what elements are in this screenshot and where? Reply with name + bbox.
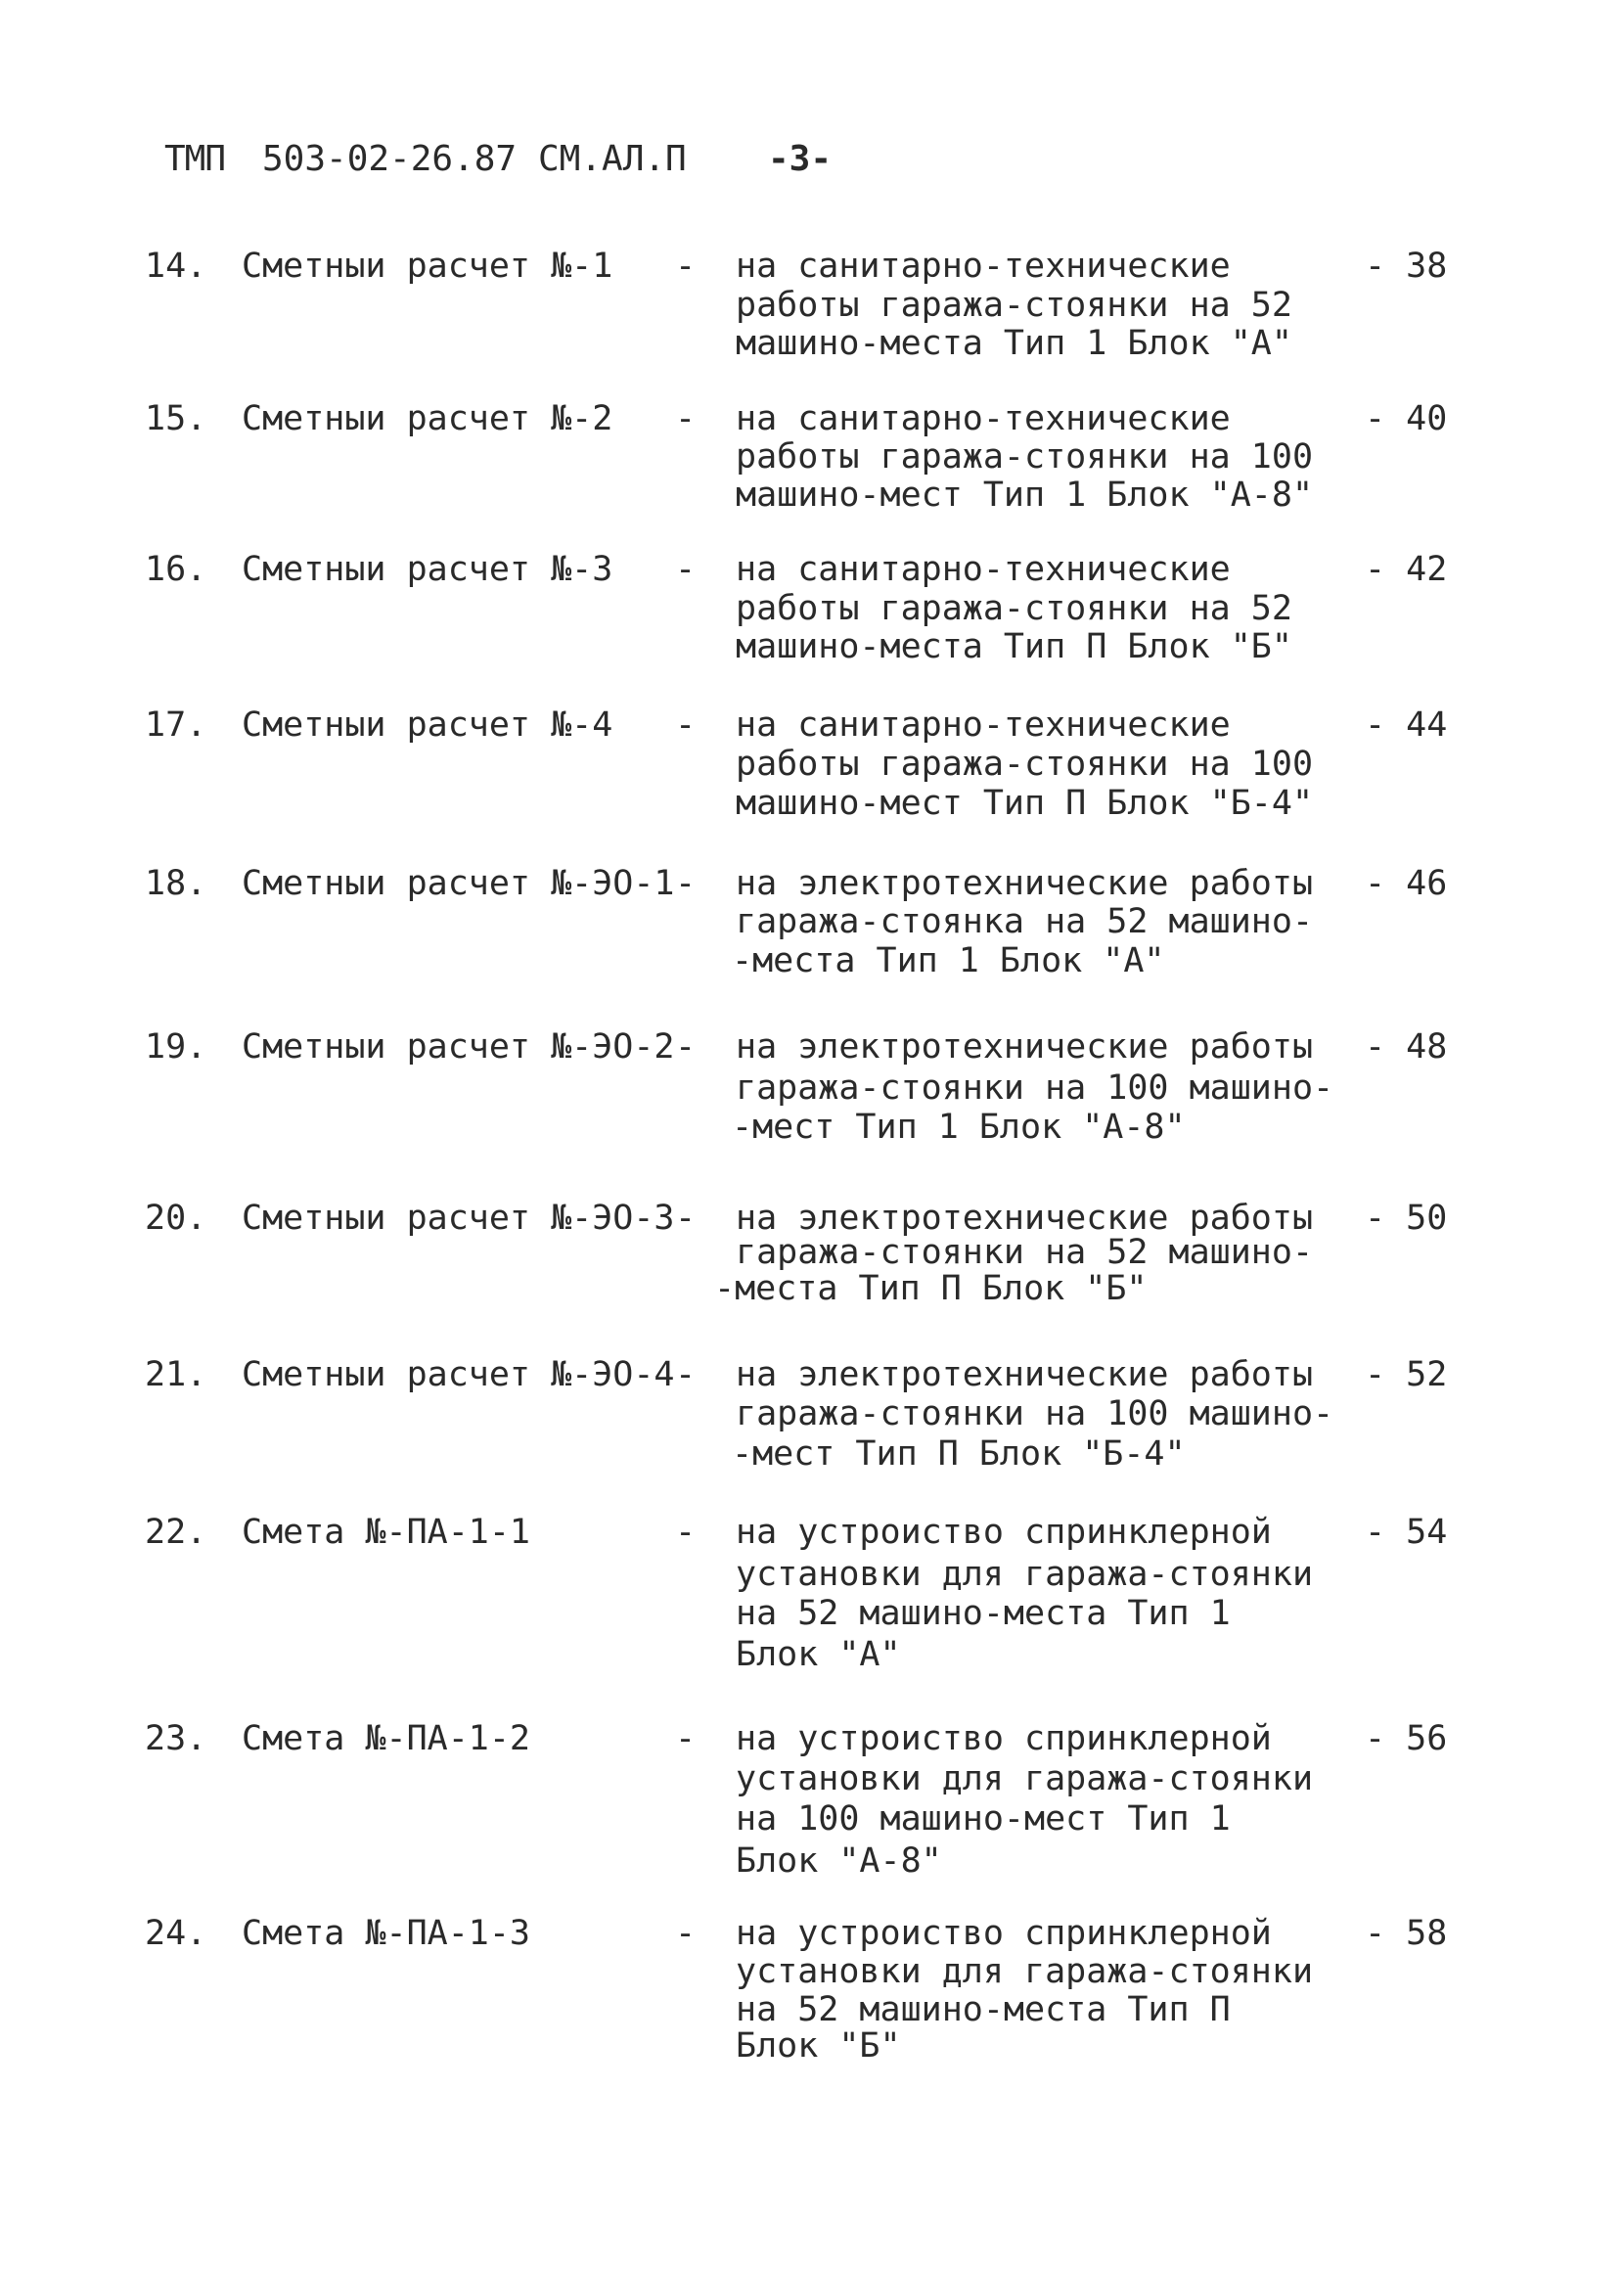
entry-dash: - bbox=[675, 1355, 697, 1394]
entry-page-number: - 40 bbox=[1365, 399, 1448, 438]
entry-title: Смета №-ПА-1-2 bbox=[242, 1719, 531, 1758]
entry-description-line: машино-места Тип 1 Блок "А" bbox=[736, 324, 1292, 363]
entry-dash: - bbox=[675, 705, 697, 745]
entry-description-line: Блок "Б" bbox=[736, 2026, 901, 2066]
entry-description-line: на санитарно-технические bbox=[736, 550, 1231, 589]
entry-page-number: - 58 bbox=[1365, 1914, 1448, 1953]
entry-description-line: на санитарно-технические bbox=[736, 399, 1231, 438]
entry-number: 18. bbox=[145, 864, 207, 903]
entry-title: Смета №-ПА-1-3 bbox=[242, 1914, 531, 1953]
entry-description-line: на 52 машино-места Тип П bbox=[736, 1990, 1231, 2029]
entry-dash: - bbox=[675, 1914, 697, 1953]
entry-description-line: установки для гаража-стоянки bbox=[736, 1759, 1314, 1798]
entry-page-number: - 48 bbox=[1365, 1027, 1448, 1067]
entry-description-line: Блок "А-8" bbox=[736, 1841, 942, 1881]
entry-description-line: гаража-стоянки на 100 машино- bbox=[736, 1394, 1334, 1433]
entry-dash: - bbox=[675, 1719, 697, 1758]
entry-number: 17. bbox=[145, 705, 207, 745]
entry-number: 23. bbox=[145, 1719, 207, 1758]
entry-title: Сметныи расчет №-ЭО-3 bbox=[242, 1199, 675, 1238]
entry-title: Сметныи расчет №-ЭО-2 bbox=[242, 1027, 675, 1067]
entry-description-line: работы гаража-стоянки на 52 bbox=[736, 286, 1292, 325]
page-header bbox=[164, 135, 1045, 184]
entry-description-line: на устроиство спринклерной bbox=[736, 1719, 1272, 1758]
entry-dash: - bbox=[675, 1513, 697, 1552]
entry-description-line: на электротехнические работы bbox=[736, 1027, 1314, 1067]
entry-description-line: установки для гаража-стоянки bbox=[736, 1952, 1314, 1991]
entry-description-line: гаража-стоянки на 52 машино- bbox=[736, 1233, 1314, 1272]
entry-title: Сметныи расчет №-4 bbox=[242, 705, 613, 745]
entry-dash: - bbox=[675, 247, 697, 286]
entry-description-line: на 52 машино-места Тип 1 bbox=[736, 1594, 1231, 1633]
entry-description-line: на устроиство спринклерной bbox=[736, 1513, 1272, 1552]
entry-number: 24. bbox=[145, 1914, 207, 1953]
entry-dash: - bbox=[675, 550, 697, 589]
entry-description-line: установки для гаража-стоянки bbox=[736, 1555, 1314, 1594]
entry-page-number: - 38 bbox=[1365, 247, 1448, 286]
entry-page-number: - 56 bbox=[1365, 1719, 1448, 1758]
entry-description-line: машино-мест Тип П Блок "Б-4" bbox=[736, 784, 1314, 823]
entry-description-line: на 100 машино-мест Тип 1 bbox=[736, 1799, 1231, 1839]
entry-dash: - bbox=[675, 1027, 697, 1067]
entry-dash: - bbox=[675, 864, 697, 903]
entry-title: Сметныи расчет №-2 bbox=[242, 399, 613, 438]
entry-number: 15. bbox=[145, 399, 207, 438]
entry-page-number: - 42 bbox=[1365, 550, 1448, 589]
entry-number: 14. bbox=[145, 247, 207, 286]
header-page-number: -3- bbox=[768, 139, 833, 179]
entry-title: Сметныи расчет №-3 bbox=[242, 550, 613, 589]
entry-description-line: -места Тип П Блок "Б" bbox=[714, 1269, 1148, 1308]
entry-number: 19. bbox=[145, 1027, 207, 1067]
entry-description-line: работы гаража-стоянки на 100 bbox=[736, 745, 1314, 784]
entry-description-line: на электротехнические работы bbox=[736, 864, 1314, 903]
entry-description-line: Блок "А" bbox=[736, 1635, 901, 1674]
entry-description-line: работы гаража-стоянки на 100 bbox=[736, 437, 1314, 477]
entry-number: 16. bbox=[145, 550, 207, 589]
entry-page-number: - 54 bbox=[1365, 1513, 1448, 1552]
entry-description-line: на санитарно-технические bbox=[736, 247, 1231, 286]
entry-description-line: на устроиство спринклерной bbox=[736, 1914, 1272, 1953]
entry-number: 20. bbox=[145, 1199, 207, 1238]
entry-description-line: гаража-стоянка на 52 машино- bbox=[736, 902, 1314, 941]
entry-description-line: машино-места Тип П Блок "Б" bbox=[736, 627, 1292, 666]
entry-description-line: на электротехнические работы bbox=[736, 1355, 1314, 1394]
entry-page-number: - 44 bbox=[1365, 705, 1448, 745]
header-number: 503-02-26.87 bbox=[262, 139, 518, 179]
entry-page-number: - 50 bbox=[1365, 1199, 1448, 1238]
entry-dash: - bbox=[675, 1199, 697, 1238]
entry-description-line: -места Тип 1 Блок "А" bbox=[732, 941, 1165, 980]
entry-page-number: - 52 bbox=[1365, 1355, 1448, 1394]
entry-description-line: работы гаража-стоянки на 52 bbox=[736, 589, 1292, 628]
header-sheet: СМ.АЛ.П bbox=[538, 139, 687, 179]
entry-dash: - bbox=[675, 399, 697, 438]
entry-description-line: машино-мест Тип 1 Блок "А-8" bbox=[736, 476, 1314, 515]
entry-title: Сметныи расчет №-ЭО-1 bbox=[242, 864, 675, 903]
entry-number: 22. bbox=[145, 1513, 207, 1552]
entry-description-line: -мест Тип 1 Блок "А-8" bbox=[732, 1108, 1186, 1147]
entry-number: 21. bbox=[145, 1355, 207, 1394]
entry-description-line: -мест Тип П Блок "Б-4" bbox=[732, 1434, 1186, 1474]
entry-description-line: на санитарно-технические bbox=[736, 705, 1231, 745]
entry-title: Сметныи расчет №-1 bbox=[242, 247, 613, 286]
entry-title: Сметныи расчет №-ЭО-4 bbox=[242, 1355, 675, 1394]
header-code: ТМП bbox=[164, 139, 226, 179]
entry-description-line: гаража-стоянки на 100 машино- bbox=[736, 1068, 1334, 1108]
entry-description-line: на электротехнические работы bbox=[736, 1199, 1314, 1238]
entry-page-number: - 46 bbox=[1365, 864, 1448, 903]
entry-title: Смета №-ПА-1-1 bbox=[242, 1513, 531, 1552]
